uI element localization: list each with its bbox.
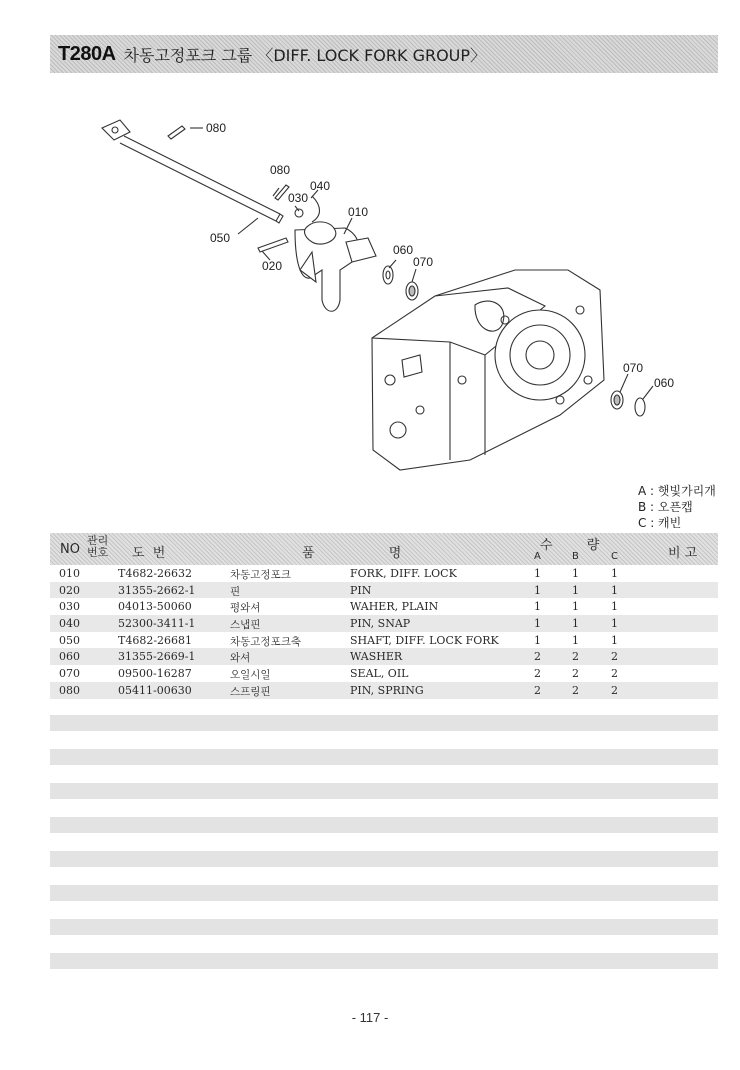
empty-row [50,851,718,867]
callout-label: 050 [210,231,231,245]
cell-b: 1 [572,583,579,597]
callout-label: 080 [270,163,291,177]
legend-item: B : 오픈캡 [638,500,693,514]
cell-ename: PIN [350,583,372,597]
empty-row [50,715,718,731]
cell-b: 1 [572,617,579,631]
snap-pin-part [312,196,320,222]
empty-row [50,919,718,935]
cell-no: 040 [59,617,80,631]
cell-no: 050 [59,633,80,647]
cell-ename: WASHER [350,650,403,664]
cell-a: 1 [534,633,541,647]
header-qty: 수 량 [540,538,600,553]
header-qty-a: A [534,551,541,562]
cell-no: 030 [59,600,80,614]
cell-part: 04013-50060 [118,600,192,614]
transmission-case [372,270,604,470]
table-row [50,565,718,582]
header-qty-b: B [572,551,579,562]
cell-b: 2 [572,667,579,681]
cell-ename: WAHER, PLAIN [350,600,439,614]
cell-c: 1 [611,633,618,647]
table-header [50,533,718,565]
callout-label: 040 [310,179,331,193]
spring-pin-part [168,126,185,139]
cell-no: 010 [59,567,80,580]
parts-table [50,533,718,699]
empty-row [50,953,718,969]
empty-row [50,885,718,901]
table-row [50,665,718,682]
cell-kname: 차동고정포크축 [230,635,302,648]
cell-c: 2 [611,667,618,681]
cell-c: 1 [611,567,618,580]
callout-label: 030 [288,191,309,205]
empty-row [50,783,718,799]
callout-label: 060 [393,243,414,257]
cell-c: 1 [611,583,618,597]
table-row [50,615,718,632]
cell-kname: 오일시일 [230,669,271,682]
header-name: 품 명 [302,546,402,561]
cell-kname: 스냅핀 [230,619,261,632]
cell-no: 020 [59,583,80,597]
callout-label: 070 [413,255,434,269]
table-row [50,648,718,665]
cell-ename: SEAL, OIL [350,667,409,681]
cell-part: 05411-00630 [118,683,192,697]
cell-a: 2 [534,667,541,681]
cell-a: 1 [534,583,541,597]
header-qty-c: C [611,551,618,562]
cell-part: 52300-3411-1 [118,617,196,631]
page-title: 차동고정포크 그룹 〈DIFF. LOCK FORK GROUP〉 [123,45,487,65]
cell-ename: PIN, SNAP [350,617,411,631]
washer-part [383,266,393,284]
cell-kname: 차동고정포크 [230,569,291,581]
cell-kname: 평와셔 [230,602,261,615]
cell-kname: 핀 [230,585,241,598]
page-header [50,35,718,73]
cell-no: 060 [59,650,80,664]
empty-row [50,749,718,765]
cell-c: 1 [611,617,618,631]
cell-part: T4682-26681 [118,633,193,647]
header-no: NO [60,542,80,557]
table-row [50,582,718,599]
callout-label: 080 [206,121,227,135]
cell-b: 2 [572,650,579,664]
cell-kname: 스프링핀 [230,685,271,698]
cell-a: 1 [534,567,541,580]
cell-no: 070 [59,667,80,681]
exploded-diagram [90,110,675,500]
cell-ename: SHAFT, DIFF. LOCK FORK [350,633,499,647]
callout-label: 060 [654,376,675,390]
cell-c: 1 [611,600,618,614]
cell-a: 1 [534,600,541,614]
cell-part: 31355-2662-1 [118,583,196,597]
header-remarks: 비 고 [668,546,698,561]
cell-b: 1 [572,567,579,580]
cell-part: T4682-26632 [118,567,193,580]
model-code: T280A [58,42,116,65]
cell-b: 2 [572,683,579,697]
cell-a: 2 [534,683,541,697]
variant-legend [638,483,716,531]
header-mgmt-no: 관리번호 [87,534,109,559]
cell-a: 1 [534,617,541,631]
shaft-part [102,120,283,223]
cell-part: 31355-2669-1 [118,650,196,664]
cell-b: 1 [572,633,579,647]
table-row [50,632,718,649]
cell-part: 09500-16287 [118,667,192,681]
header-drawing-no: 도 번 [132,546,168,561]
legend-item: C : 캐빈 [638,516,682,530]
empty-row [50,817,718,833]
cell-kname: 와셔 [230,652,251,665]
cell-no: 080 [59,683,80,697]
legend-item: A : 햇빛가리개 [638,484,716,498]
callout-label: 070 [623,361,644,375]
table-body [50,565,718,699]
cell-b: 1 [572,600,579,614]
fork-part [295,222,376,311]
table-row [50,598,718,615]
cell-c: 2 [611,683,618,697]
callout-label: 020 [262,259,283,273]
cell-ename: FORK, DIFF. LOCK [350,567,457,580]
pin-part [258,238,288,252]
cell-ename: PIN, SPRING [350,683,424,697]
callout-label: 010 [348,205,369,219]
page-number: - 117 - [351,1010,389,1025]
table-row [50,682,718,699]
cell-c: 2 [611,650,618,664]
cell-a: 2 [534,650,541,664]
